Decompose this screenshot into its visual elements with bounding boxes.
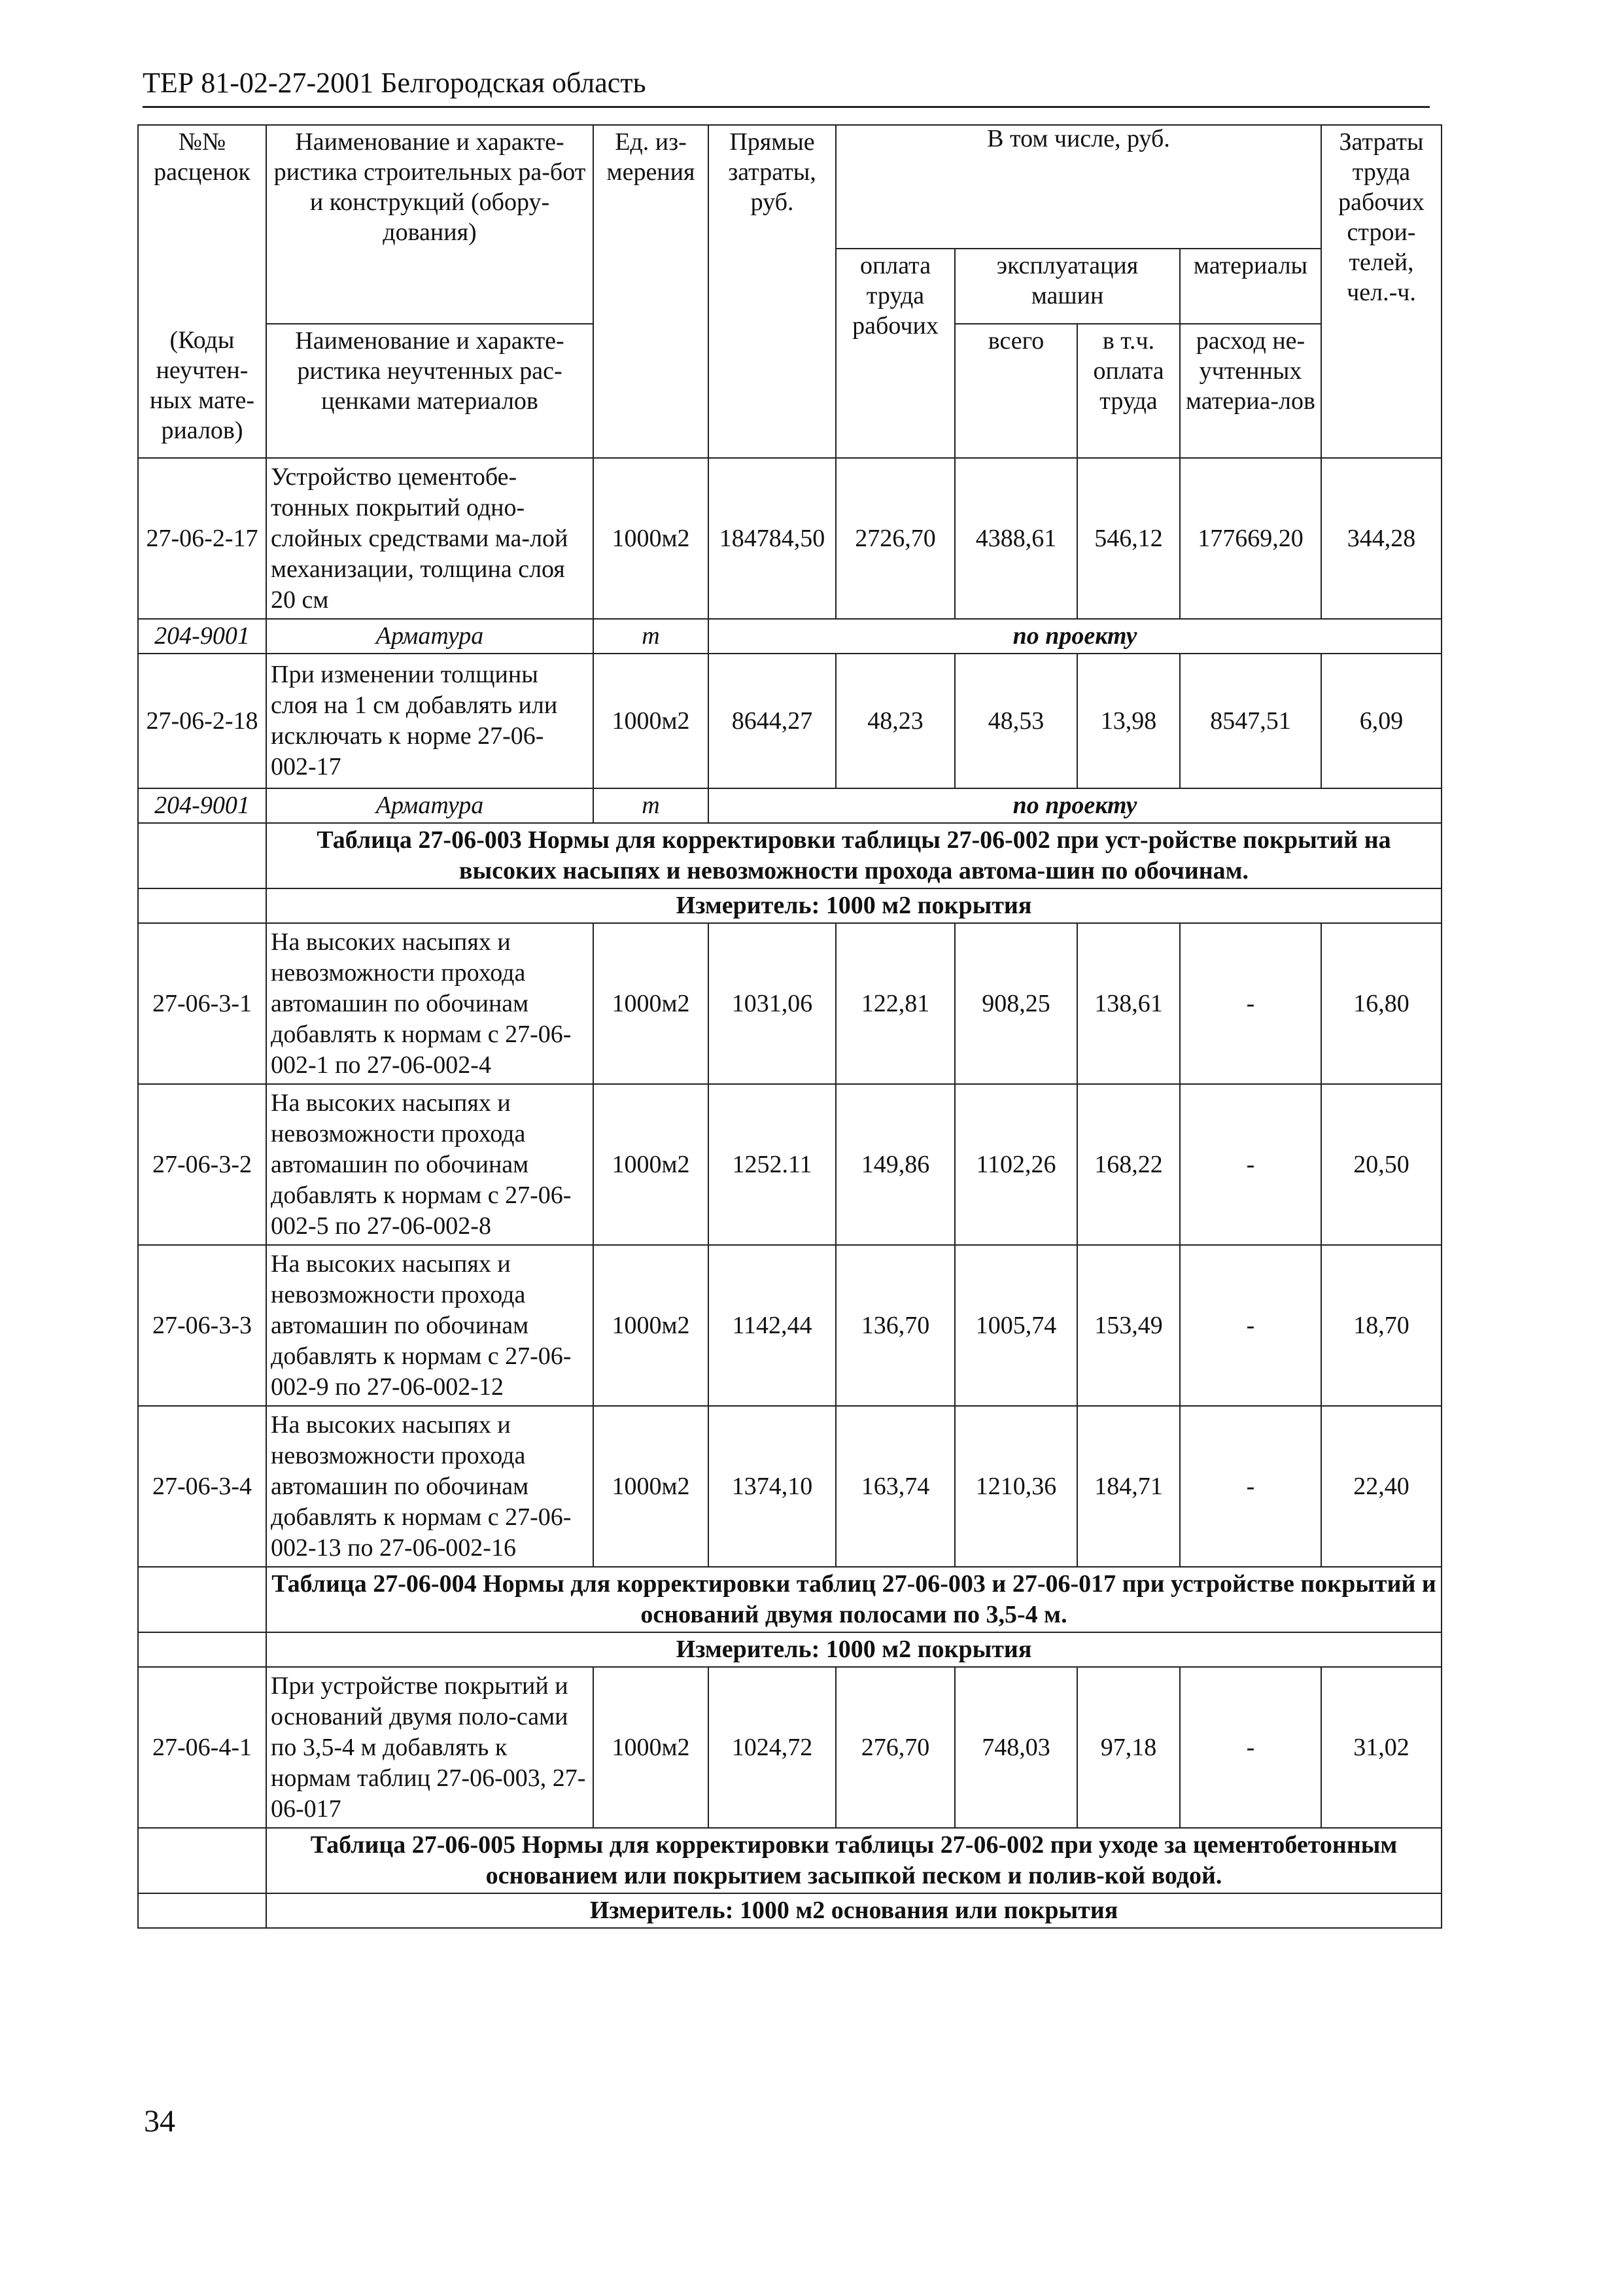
rate-unit: 1000м2 (593, 1245, 708, 1406)
rate-wages: 48,23 (836, 654, 955, 788)
rate-direct: 1374,10 (708, 1406, 836, 1567)
rate-name: На высоких насыпях и невозможности прохода автомашин по обочинам добавлять к нормам с 27-06-002-1 по 27-06-002-4 (266, 923, 593, 1084)
rate-mach-total: 1005,74 (955, 1245, 1077, 1406)
rate-code: 27-06-4-1 (138, 1667, 266, 1828)
rate-materials: 8547,51 (1180, 654, 1321, 788)
col-unit-header: Ед. из-мерения (593, 125, 708, 458)
rate-mach-total: 908,25 (955, 923, 1077, 1084)
rate-direct: 1031,06 (708, 923, 836, 1084)
rate-unit: 1000м2 (593, 923, 708, 1084)
material-name: Арматура (266, 788, 593, 823)
rate-direct: 8644,27 (708, 654, 836, 788)
section-title-row (138, 1828, 1442, 1893)
rate-unit: 1000м2 (593, 1406, 708, 1567)
material-value: по проекту (708, 619, 1442, 654)
measure-label: Измеритель: 1000 м2 основания или покрытия (266, 1893, 1442, 1928)
material-code: 204-9001 (138, 619, 266, 654)
rate-wages: 136,70 (836, 1245, 955, 1406)
table-row (138, 1667, 1442, 1828)
rate-code: 27-06-2-18 (138, 654, 266, 788)
col-name-unacc-header: Наименование и характе-ристика неучтенных рас-ценками материалов (266, 324, 593, 458)
rate-mach-wages: 546,12 (1077, 458, 1180, 619)
measure-spacer (138, 1893, 266, 1928)
rate-wages: 122,81 (836, 923, 955, 1084)
rate-mach-total: 748,03 (955, 1667, 1077, 1828)
rate-materials: - (1180, 1667, 1321, 1828)
rate-labor: 31,02 (1321, 1667, 1442, 1828)
material-value: по проекту (708, 788, 1442, 823)
rate-code: 27-06-2-17 (138, 458, 266, 619)
rate-labor: 344,28 (1321, 458, 1442, 619)
rate-materials: - (1180, 1406, 1321, 1567)
section-spacer (138, 1828, 266, 1893)
material-unit: т (593, 619, 708, 654)
table-row (138, 1245, 1442, 1406)
material-row (138, 788, 1442, 823)
col-materials-header: материалы (1180, 249, 1321, 324)
rate-unit: 1000м2 (593, 458, 708, 619)
rate-unit: 1000м2 (593, 1667, 708, 1828)
rate-wages: 149,86 (836, 1084, 955, 1245)
col-code-header: №№ расценок (138, 125, 266, 249)
norms-table (137, 124, 1442, 1929)
material-unit: т (593, 788, 708, 823)
col-direct-header: Прямые затраты, руб. (708, 125, 836, 458)
rate-materials: - (1180, 1245, 1321, 1406)
section-spacer (138, 1567, 266, 1632)
rate-wages: 163,74 (836, 1406, 955, 1567)
table-row (138, 1084, 1442, 1245)
rate-name: На высоких насыпях и невозможности прохода автомашин по обочинам добавлять к нормам с 27-06-002-13 по 27-06-002-16 (266, 1406, 593, 1567)
rate-name: При изменении толщины слоя на 1 см добавлять или исключать к норме 27-06-002-17 (266, 654, 593, 788)
page-header (143, 60, 1430, 108)
section-title: Таблица 27-06-004 Нормы для корректировки таблиц 27-06-003 и 27-06-017 при устройстве покрытий и оснований двумя полосами по 3,5-4 м. (266, 1567, 1442, 1632)
rate-labor: 16,80 (1321, 923, 1442, 1084)
col-mach-wages-header: в т.ч. оплата труда (1077, 324, 1180, 458)
rate-unit: 1000м2 (593, 1084, 708, 1245)
measure-row (138, 1893, 1442, 1928)
col-name-spacer (266, 249, 593, 324)
rate-materials: - (1180, 923, 1321, 1084)
document-title: ТЕР 81-02-27-2001 Белгородская область (143, 67, 646, 99)
rate-direct: 1142,44 (708, 1245, 836, 1406)
rate-mach-total: 1102,26 (955, 1084, 1077, 1245)
header-row-1 (138, 125, 1442, 249)
rate-name: На высоких насыпях и невозможности прохода автомашин по обочинам добавлять к нормам с 27-06-002-5 по 27-06-002-8 (266, 1084, 593, 1245)
rate-direct: 1252.11 (708, 1084, 836, 1245)
col-machines-header: эксплуатация машин (955, 249, 1180, 324)
rate-code: 27-06-3-4 (138, 1406, 266, 1567)
section-spacer (138, 823, 266, 888)
rate-name: При устройстве покрытий и оснований двумя поло-сами по 3,5-4 м добавлять к нормам таблиц 27-06-003, 27-06-017 (266, 1667, 593, 1828)
rate-wages: 276,70 (836, 1667, 955, 1828)
rate-wages: 2726,70 (836, 458, 955, 619)
rate-materials: 177669,20 (1180, 458, 1321, 619)
col-code-spacer (138, 249, 266, 324)
material-row (138, 619, 1442, 654)
measure-label: Измеритель: 1000 м2 покрытия (266, 1632, 1442, 1667)
col-code-unacc-header: (Коды неучтен-ных мате-риалов) (138, 324, 266, 458)
rate-code: 27-06-3-2 (138, 1084, 266, 1245)
rate-code: 27-06-3-1 (138, 923, 266, 1084)
material-name: Арматура (266, 619, 593, 654)
page-number: 34 (144, 2104, 175, 2139)
col-name-header: Наименование и характе-ристика строительных ра-бот и конструкций (обору-дования) (266, 125, 593, 249)
col-materials-unacc-header: расход не-учтенных материа-лов (1180, 324, 1321, 458)
section-title: Таблица 27-06-005 Нормы для корректировки таблицы 27-06-002 при уходе за цементобетонным основанием или покрытием засыпкой песком и полив-кой водой. (266, 1828, 1442, 1893)
table-row (138, 654, 1442, 788)
rate-mach-total: 48,53 (955, 654, 1077, 788)
rate-mach-wages: 184,71 (1077, 1406, 1180, 1567)
rate-labor: 6,09 (1321, 654, 1442, 788)
col-mach-total-header: всего (955, 324, 1077, 458)
section-title: Таблица 27-06-003 Нормы для корректировки таблицы 27-06-002 при уст-ройстве покрытий на высоких насыпях и невозможности прохода автома-шин по обочинам. (266, 823, 1442, 888)
table-row (138, 923, 1442, 1084)
rate-labor: 18,70 (1321, 1245, 1442, 1406)
rate-mach-wages: 138,61 (1077, 923, 1180, 1084)
table-row (138, 1406, 1442, 1567)
measure-row (138, 1632, 1442, 1667)
rate-mach-wages: 97,18 (1077, 1667, 1180, 1828)
rate-unit: 1000м2 (593, 654, 708, 788)
rate-mach-total: 4388,61 (955, 458, 1077, 619)
rate-direct: 1024,72 (708, 1667, 836, 1828)
rate-name: На высоких насыпях и невозможности прохода автомашин по обочинам добавлять к нормам с 27-06-002-9 по 27-06-002-12 (266, 1245, 593, 1406)
rate-mach-wages: 13,98 (1077, 654, 1180, 788)
rate-mach-total: 1210,36 (955, 1406, 1077, 1567)
section-title-row (138, 1567, 1442, 1632)
rate-name: Устройство цементобе-тонных покрытий одно-слойных средствами ма-лой механизации, толщина слоя 20 см (266, 458, 593, 619)
col-labor-header: Затраты труда рабочих строи-телей, чел.-ч. (1321, 125, 1442, 458)
rate-code: 27-06-3-3 (138, 1245, 266, 1406)
col-wages-header: оплата труда рабочих (836, 249, 955, 458)
measure-row (138, 888, 1442, 923)
measure-spacer (138, 1632, 266, 1667)
rate-labor: 20,50 (1321, 1084, 1442, 1245)
measure-spacer (138, 888, 266, 923)
rate-direct: 184784,50 (708, 458, 836, 619)
col-incl-header: В том числе, руб. (836, 125, 1321, 249)
section-title-row (138, 823, 1442, 888)
rate-mach-wages: 168,22 (1077, 1084, 1180, 1245)
measure-label: Измеритель: 1000 м2 покрытия (266, 888, 1442, 923)
table-row (138, 458, 1442, 619)
rate-labor: 22,40 (1321, 1406, 1442, 1567)
rate-materials: - (1180, 1084, 1321, 1245)
material-code: 204-9001 (138, 788, 266, 823)
rate-mach-wages: 153,49 (1077, 1245, 1180, 1406)
